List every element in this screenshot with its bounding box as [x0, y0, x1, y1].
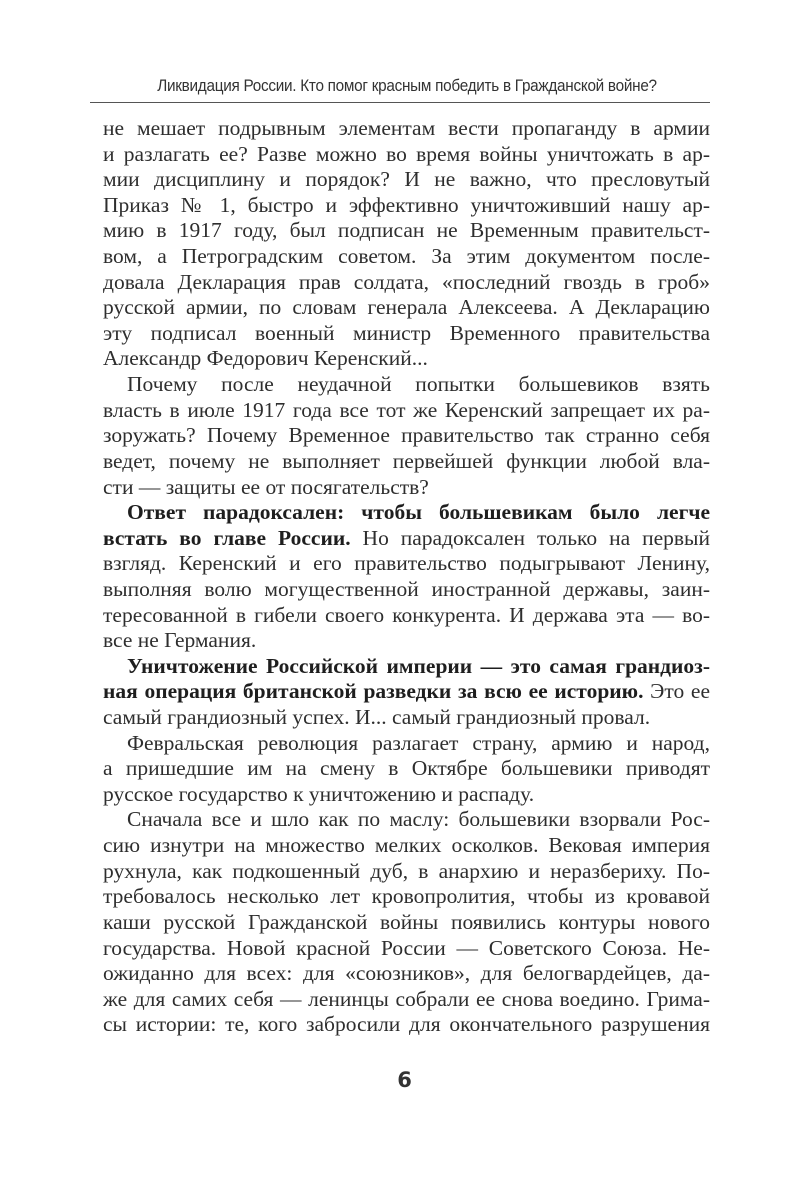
text-line	[103, 500, 710, 526]
line-text: Приказ № 1, быстро и эффективно уничтоживший нашу ар-	[103, 192, 710, 217]
text-line	[103, 346, 710, 372]
bold-text: встать во главе России.	[103, 525, 351, 550]
body-text	[103, 116, 710, 1038]
text-line	[103, 1012, 710, 1038]
line-text: русской армии, по словам генерала Алексеева. А Декларацию	[103, 295, 710, 320]
text-line	[103, 910, 710, 936]
line-text: мии дисциплину и порядок? И не важно, что пресловутый	[103, 167, 710, 192]
text-line	[103, 551, 710, 577]
line-text: и разлагать ее? Разве можно во время войны уничтожать в ар-	[103, 141, 710, 166]
line-text: сти — защиты ее от посягательств?	[103, 474, 429, 499]
line-text: ожиданно для всех: для «союзников», для белогвардейцев, да-	[103, 961, 710, 986]
line-text: эту подписал военный министр Временного правительства	[103, 320, 710, 345]
text-line	[103, 987, 710, 1013]
text-line	[103, 782, 710, 808]
line-text: мию в 1917 году, был подписан не Временным правительст-	[103, 218, 710, 243]
line-text: вом, а Петроградским советом. За этим документом после-	[103, 244, 710, 269]
text-line	[103, 218, 710, 244]
line-text: не мешает подрывным элементам вести пропаганду в армии	[103, 116, 710, 140]
bold-text: Ответ парадоксален: чтобы большевикам было легче	[127, 500, 710, 525]
text-line	[103, 423, 710, 449]
line-text: требовалось несколько лет кровопролития, чтобы из кровавой	[103, 884, 710, 909]
text-line	[103, 705, 710, 731]
text-line	[103, 654, 710, 680]
text-line	[103, 244, 710, 270]
text-line	[103, 936, 710, 962]
line-text: а пришедшие им на смену в Октябре большевики приводят	[103, 756, 710, 781]
text-line	[103, 577, 710, 603]
text-line	[103, 859, 710, 885]
text-line	[103, 449, 710, 475]
text-line	[103, 807, 710, 833]
text-line	[103, 193, 710, 219]
bold-text: ная операция британской разведки за всю ее историю.	[103, 679, 644, 704]
text-line	[103, 321, 710, 347]
text-line	[103, 295, 710, 321]
line-text: зоружать? Почему Временное правительство так странно себя	[103, 423, 710, 448]
text-line	[103, 116, 710, 142]
text-line	[103, 526, 710, 552]
line-text: довала Декларация прав солдата, «последний гвоздь в гроб»	[103, 269, 710, 294]
text-line	[103, 628, 710, 654]
line-text: взгляд. Керенский и его правительство подыгрывают Ленину,	[103, 551, 710, 576]
line-text: Александр Федорович Керенский...	[103, 346, 428, 371]
line-text: же для самих себя — ленинцы собрали ее снова воедино. Грима-	[103, 986, 710, 1011]
page-number: 6	[397, 1068, 412, 1092]
line-text: все не Германия.	[103, 628, 257, 653]
bold-text: Уничтожение Российской империи — это самая грандиоз-	[127, 653, 710, 678]
text-line	[103, 475, 710, 501]
text-line	[103, 756, 710, 782]
header-rule	[90, 102, 710, 103]
text-line	[103, 833, 710, 859]
line-text: сию изнутри на множество мелких осколков. Вековая империя	[103, 833, 710, 858]
line-text: Сначала все и шло как по маслу: большевики взорвали Рос-	[127, 807, 710, 832]
text-line	[103, 270, 710, 296]
line-text: Февральская революция разлагает страну, армию и народ,	[127, 730, 710, 755]
line-text: выполняя волю могущественной иностранной державы, заин-	[103, 576, 710, 601]
line-text: Но парадоксален только на первый	[350, 525, 710, 550]
line-text: ведет, почему не выполняет первейшей функции любой вла-	[103, 448, 710, 473]
line-text: самый грандиозный успех. И... самый грандиозный провал.	[103, 705, 651, 730]
text-line	[103, 167, 710, 193]
line-text: власть в июле 1917 года все тот же Керенский запрещает их ра-	[103, 397, 710, 422]
text-line	[103, 142, 710, 168]
text-line	[103, 603, 710, 629]
line-text: сы истории: те, кого забросили для окончательного разрушения	[103, 1012, 710, 1037]
line-text: государства. Новой красной России — Советского Союза. Не-	[103, 935, 710, 960]
line-text: каши русской Гражданской войны появились контуры нового	[103, 909, 710, 934]
text-line	[103, 372, 710, 398]
text-line	[103, 961, 710, 987]
line-text: Это ее	[643, 679, 710, 704]
line-text: Почему после неудачной попытки большевиков взять	[127, 372, 710, 397]
line-text: тересованной в гибели своего конкурента. И держава эта — во-	[103, 602, 710, 627]
text-line	[103, 884, 710, 910]
text-line	[103, 679, 710, 705]
text-line	[103, 731, 710, 757]
line-text: рухнула, как подкошенный дуб, в анархию и неразбериху. По-	[103, 858, 710, 883]
text-line	[103, 398, 710, 424]
running-header: Ликвидация России. Кто помог красным победить в Гражданской войне?	[157, 76, 657, 95]
line-text: русское государство к уничтожению и распаду.	[103, 781, 535, 806]
